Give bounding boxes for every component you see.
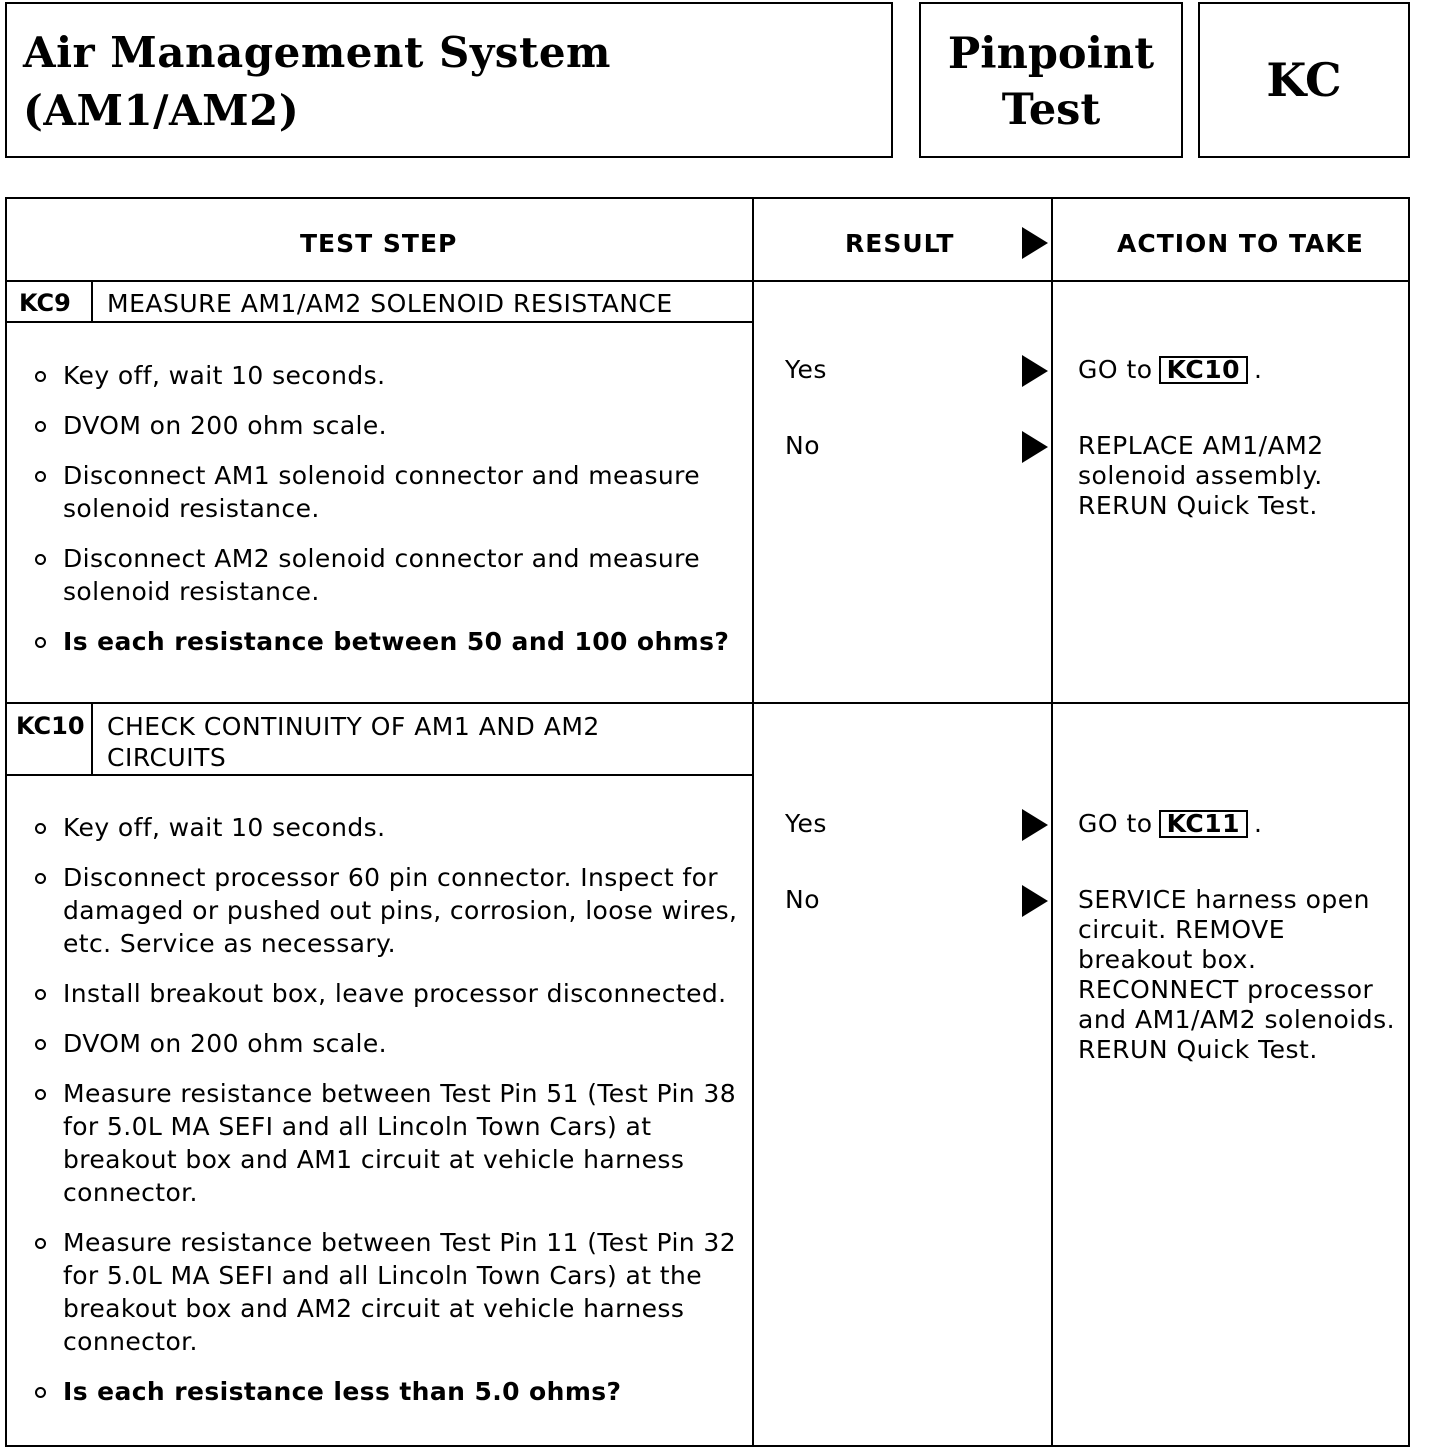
header-divider — [7, 280, 1408, 282]
result-no-kc9: No — [785, 431, 820, 460]
page-title — [5, 2, 893, 158]
bullet-icon — [35, 823, 46, 834]
instruction-item: Key off, wait 10 seconds. — [33, 811, 745, 844]
result-yes-kc10: Yes — [785, 809, 827, 838]
instruction-item: Measure resistance between Test Pin 11 (Test Pin 32 for 5.0L MA SEFI and all Lincoln Town Cars) at the breakout box and AM2 circuit at vehicle harness connector. — [33, 1226, 745, 1358]
bullet-icon — [35, 637, 46, 648]
test-table — [5, 197, 1410, 1447]
step-reference-link[interactable]: KC11 — [1159, 810, 1248, 838]
instruction-item: Install breakout box, leave processor disconnected. — [33, 977, 745, 1010]
result-arrow-icon — [1022, 885, 1048, 917]
step-title: MEASURE AM1/AM2 SOLENOID RESISTANCE — [107, 289, 673, 318]
step-id: KC10 — [16, 712, 85, 740]
bullet-icon — [35, 1387, 46, 1398]
pinpoint-test-label — [919, 2, 1183, 158]
bullet-icon — [35, 1238, 46, 1249]
test-code-label — [1198, 2, 1410, 158]
instruction-item: DVOM on 200 ohm scale. — [33, 1027, 745, 1060]
result-arrow-icon — [1022, 809, 1048, 841]
pinpoint-line-1: Pinpoint — [947, 29, 1155, 79]
bullet-icon — [35, 1039, 46, 1050]
instruction-item: Key off, wait 10 seconds. — [33, 359, 743, 392]
action-yes-kc9: GO to KC10 . — [1078, 355, 1263, 384]
step-instructions-kc9 — [33, 359, 743, 658]
pinpoint-line-2: Test — [1001, 85, 1101, 135]
instruction-item: Disconnect AM1 solenoid connector and measure solenoid resistance. — [33, 459, 743, 525]
section-divider — [7, 702, 1408, 704]
step-id-divider — [91, 704, 93, 775]
action-no-kc9: REPLACE AM1/AM2 solenoid assembly. RERUN Quick Test. — [1078, 431, 1324, 520]
step-id: KC9 — [19, 289, 71, 317]
column-header-result: RESULT — [845, 229, 955, 258]
step-question: Is each resistance less than 5.0 ohms? — [33, 1375, 745, 1408]
result-arrow-icon — [1022, 227, 1048, 259]
step-reference-link[interactable]: KC10 — [1159, 356, 1248, 384]
bullet-icon — [35, 1089, 46, 1100]
step-instructions-kc10 — [33, 811, 745, 1408]
bullet-icon — [35, 873, 46, 884]
instruction-item: Disconnect AM2 solenoid connector and measure solenoid resistance. — [33, 542, 743, 608]
step-header-underline — [7, 321, 752, 323]
step-id-divider — [91, 282, 93, 322]
result-no-kc10: No — [785, 885, 820, 914]
result-yes-kc9: Yes — [785, 355, 827, 384]
bullet-icon — [35, 371, 46, 382]
instruction-item: Measure resistance between Test Pin 51 (Test Pin 38 for 5.0L MA SEFI and all Lincoln Town Cars) at breakout box and AM1 circuit at vehicle harness connector. — [33, 1077, 745, 1209]
step-title: CHECK CONTINUITY OF AM1 AND AM2 CIRCUITS — [107, 712, 600, 772]
bullet-icon — [35, 471, 46, 482]
instruction-item: DVOM on 200 ohm scale. — [33, 409, 743, 442]
column-header-test-step: TEST STEP — [300, 229, 458, 258]
instruction-item: Disconnect processor 60 pin connector. Inspect for damaged or pushed out pins, corrosion, loose wires, etc. Service as necessary. — [33, 861, 745, 960]
col-divider-2 — [1051, 199, 1053, 1445]
step-header-underline — [7, 774, 752, 776]
action-no-kc10: SERVICE harness open circuit. REMOVE breakout box. RECONNECT processor and AM1/AM2 solenoids. RERUN Quick Test. — [1078, 885, 1396, 1064]
title-line-2: (AM1/AM2) — [23, 86, 300, 135]
test-code: KC — [1266, 53, 1342, 107]
title-line-1: Air Management System — [23, 28, 611, 77]
result-arrow-icon — [1022, 355, 1048, 387]
bullet-icon — [35, 989, 46, 1000]
column-header-action: ACTION TO TAKE — [1117, 229, 1364, 258]
col-divider-1 — [752, 199, 754, 1445]
result-arrow-icon — [1022, 431, 1048, 463]
action-yes-kc10: GO to KC11 . — [1078, 809, 1263, 838]
bullet-icon — [35, 421, 46, 432]
step-question: Is each resistance between 50 and 100 ohms? — [33, 625, 743, 658]
bullet-icon — [35, 554, 46, 565]
